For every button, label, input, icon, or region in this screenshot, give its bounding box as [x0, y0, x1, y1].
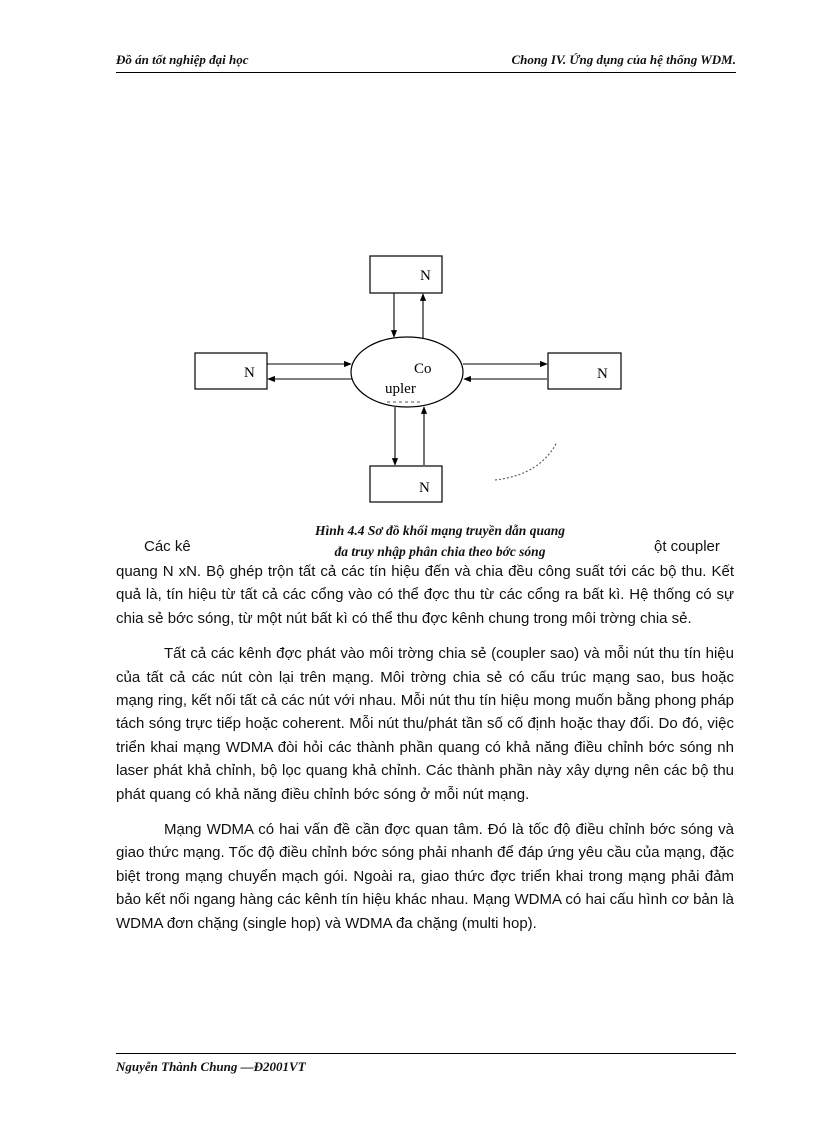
partial-text-right: ột coupler: [654, 538, 720, 555]
coupler-star-diagram: [180, 245, 640, 505]
caption-line-1: Hình 4.4 Sơ đồ khối mạng truyền dẫn quang: [315, 523, 565, 538]
footer-author: Nguyễn Thành Chung —Đ2001VT: [116, 1059, 306, 1074]
dotted-curve: [495, 442, 557, 480]
diagram-svg: [180, 245, 640, 505]
node-bottom-label: N: [419, 480, 430, 496]
coupler-label-line2: upler: [385, 381, 416, 397]
footer-divider: [116, 1053, 736, 1054]
header-chapter-title: Chong IV. Ứng dụng của hệ thống WDM.: [511, 52, 736, 67]
node-right-label: N: [597, 366, 608, 382]
header-document-title: Đồ án tốt nghiệp đại học: [116, 52, 249, 67]
header-divider: [116, 72, 736, 73]
paragraph-2: Tất cả các kênh đợc phát vào môi trờng chia sẻ (coupler sao) và mỗi nút thu tín hiệu của tất cả các nút còn lại trên mạng. Môi trờng chia sẻ có cấu trúc mạng sao, bus hoặc mạng ring, kết nối tất cả các nút với nhau. Mỗi nút thu tín hiệu mong muốn bằng phong pháp tách sóng trực tiếp hoặc coherent. Mỗi nút thu/phát tần số cố định hoặc thay đổi. Do đó, việc triển khai mạng WDMA đòi hỏi các thành phần quang có khả năng điều chỉnh bớc sóng nh laser phát khả chỉnh, bộ lọc quang khả chỉnh. Các thành phần này xây dựng nên các bộ thu phát quang có khả năng điều chỉnh bớc sóng ở mỗi nút mạng.: [116, 645, 734, 803]
page-header: [116, 52, 736, 72]
coupler-label-line1: Co: [414, 361, 432, 377]
node-top: [370, 256, 442, 293]
paragraph-3: Mạng WDMA có hai vấn đề cần đợc quan tâm. Đó là tốc độ điều chỉnh bớc sóng và giao thức mạng. Tốc độ điều chỉnh bớc sóng phải nhanh để đáp ứng yêu cầu của mạng, đặc biệt trong mạng chuyển mạch gói. Ngoài ra, giao thức đợc triển khai trong mạng phải đảm bảo kết nối ngang hàng các kênh tín hiệu khác nhau. Mạng WDMA có hai cấu hình cơ bản là WDMA đơn chặng (single hop) và WDMA đa chặng (multi hop).: [116, 821, 734, 932]
caption-line-2: đa truy nhập phân chia theo bớc sóng: [334, 544, 546, 559]
node-right: [548, 353, 621, 389]
node-top-label: N: [420, 268, 431, 284]
body-text: [116, 560, 734, 947]
node-left: [195, 353, 267, 389]
partial-text-left: Các kê: [144, 538, 191, 555]
figure-caption: [200, 520, 680, 562]
paragraph-1: quang N xN. Bộ ghép trộn tất cả các tín hiệu đến và chia đều công suất tới các bộ thu. Kết quả là, tín hiệu từ tất cả các cổng vào có thể đợc thu từ các cổng ra bất kì. Hệ thống có sự chia sẻ bớc sóng, từ một nút bất kì có thể thu đợc kênh chung trong môi trờng chia sẻ.: [116, 563, 734, 627]
node-left-label: N: [244, 365, 255, 381]
node-bottom: [370, 466, 442, 502]
